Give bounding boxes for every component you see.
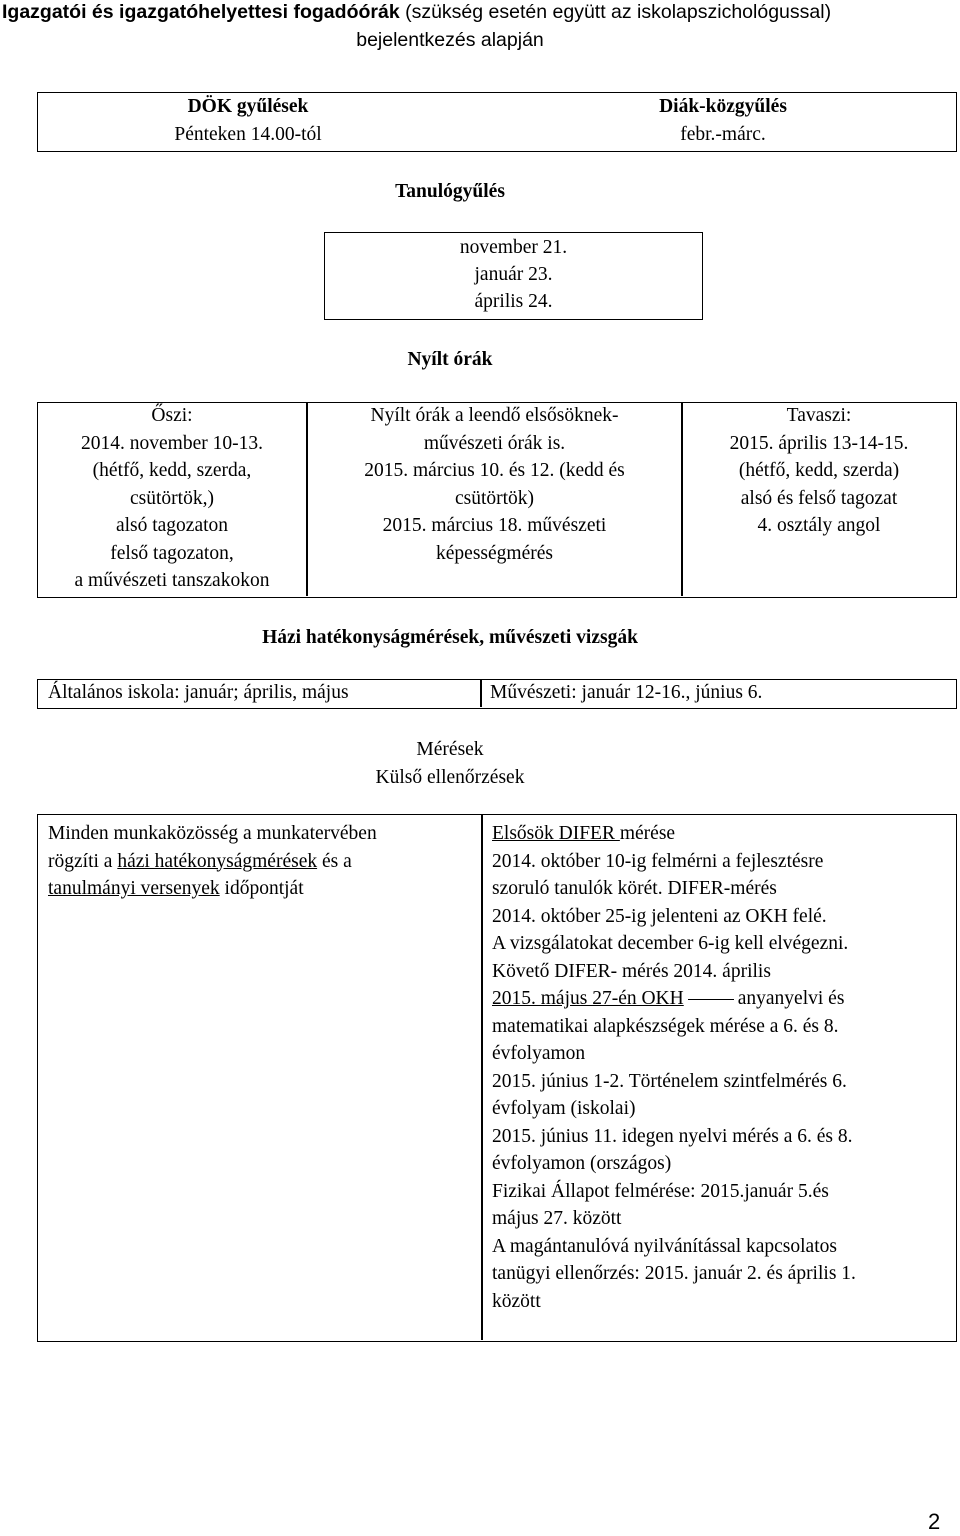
tanulo-date: január 23. <box>474 264 553 285</box>
open-lessons-table <box>37 402 957 598</box>
dok-section <box>38 93 458 149</box>
tanulo-date: április 24. <box>474 291 553 312</box>
text-span: rögzíti a <box>48 850 118 872</box>
header-title-note: (szükség esetén együtt az iskolapszichológussal) <box>399 1 832 23</box>
text-span: mérése <box>619 823 676 844</box>
external-line: 2014. október 25-ig jelenteni az OKH felé. <box>492 905 827 927</box>
internal-measurements-cell <box>48 820 478 903</box>
tanulo-title: Tanulógyűlés <box>395 181 505 202</box>
diak-time: febr.-márc. <box>680 124 766 145</box>
external-line: Követő DIFER- mérés 2014. április <box>492 960 771 982</box>
underlined-text: 2015. május 27-én OKH <box>492 988 684 1009</box>
external-line: évfolyamon <box>492 1043 586 1064</box>
diak-title: Diák-közgyűlés <box>659 96 787 117</box>
first-graders-line: képességmérés <box>436 542 553 564</box>
autumn-line: (hétfő, kedd, szerda, <box>92 460 252 481</box>
dok-title: DÖK gyűlések <box>187 96 309 117</box>
spring-cell <box>683 402 955 540</box>
first-graders-line: Nyílt órák a leendő elsősöknek- <box>370 405 619 426</box>
external-line: évfolyam (iskolai) <box>492 1098 636 1119</box>
column-divider <box>481 815 483 1340</box>
external-line: 2015. június 11. idegen nyelvi mérés a 6. és 8. <box>492 1125 853 1147</box>
header-line-2: bejelentkezés alapján <box>356 28 544 51</box>
spring-line: 2015. április 13-14-15. <box>729 432 909 454</box>
autumn-line: 2014. november 10-13. <box>81 432 263 454</box>
internal-line: Minden munkaközösség a munkatervében <box>48 823 377 844</box>
kulso-ellenorzesek-title: Külső ellenőrzések <box>375 766 525 788</box>
em-dash-rule <box>688 999 734 1000</box>
external-line: Fizikai Állapot felmérése: 2015.január 5.és <box>492 1180 829 1202</box>
tanulo-date: november 21. <box>459 237 568 258</box>
underlined-text: tanulmányi versenyek <box>48 878 220 899</box>
first-graders-cell <box>308 402 681 567</box>
spring-line: Tavaszi: <box>786 405 852 426</box>
page-number: 2 <box>928 1509 941 1534</box>
column-divider <box>480 680 482 707</box>
art-exams: Művészeti: január 12-16., június 6. <box>490 682 763 703</box>
first-graders-line: 2015. március 18. művészeti <box>382 515 607 536</box>
autumn-line: Őszi: <box>151 405 193 426</box>
spring-line: (hétfő, kedd, szerda) <box>738 460 900 481</box>
page-header <box>0 0 960 54</box>
internal-line <box>48 875 478 903</box>
external-line: május 27. között <box>492 1208 622 1229</box>
text-span: és a <box>317 850 352 872</box>
external-line: A vizsgálatokat december 6-ig kell elvégezni. <box>492 933 849 954</box>
dok-time: Pénteken 14.00-tól <box>174 124 322 145</box>
underlined-text: Elsősök DIFER <box>492 823 620 844</box>
hazi-title: Házi hatékonyságmérések, művészeti vizsgák <box>262 627 638 648</box>
open-lessons-title: Nyílt órák <box>407 349 493 370</box>
spring-line: 4. osztály angol <box>757 515 881 536</box>
header-line-1 <box>0 0 960 27</box>
text-span: időpontját <box>219 878 304 899</box>
autumn-line: alsó tagozaton <box>115 515 229 536</box>
general-school-exams: Általános iskola: január; április, május <box>48 682 349 703</box>
spring-line: alsó és felső tagozat <box>740 487 898 509</box>
external-line: 2015. június 1-2. Történelem szintfelmérés 6. <box>492 1070 847 1092</box>
meresek-title: Mérések <box>416 739 484 760</box>
external-line: A magántanulóvá nyilvánítással kapcsolatos <box>492 1235 837 1257</box>
external-line: között <box>492 1290 541 1312</box>
okh-line <box>492 985 952 1013</box>
dok-diak-box <box>37 92 957 152</box>
first-graders-line: művészeti órák is. <box>423 432 566 454</box>
text-span: anyanyelvi és <box>737 988 845 1009</box>
external-line: matematikai alapkészségek mérése a 6. és 8. <box>492 1015 839 1037</box>
difer-line <box>492 820 952 848</box>
hazi-table <box>37 679 957 709</box>
external-line: tanügyi ellenőrzés: 2015. január 2. és április 1. <box>492 1263 856 1284</box>
external-measurements-cell <box>492 820 952 1315</box>
meresek-heading <box>250 736 650 791</box>
external-line: 2014. október 10-ig felmérni a fejlesztésre <box>492 850 824 872</box>
internal-line <box>48 848 478 876</box>
autumn-line: felső tagozaton, <box>110 542 234 564</box>
measurements-table <box>37 814 957 1342</box>
autumn-cell <box>38 402 306 595</box>
external-line: szoruló tanulók körét. DIFER-mérés <box>492 878 777 899</box>
autumn-line: a művészeti tanszakokon <box>74 570 270 591</box>
autumn-line: csütörtök,) <box>130 487 214 509</box>
first-graders-line: 2015. március 10. és 12. (kedd és <box>364 460 625 481</box>
header-title: Igazgatói és igazgatóhelyettesi fogadóórák <box>2 1 400 23</box>
diak-section <box>508 93 938 149</box>
first-graders-line: csütörtök) <box>454 487 535 509</box>
tanulo-dates-box <box>324 232 703 320</box>
underlined-text: házi hatékonyságmérések <box>117 850 318 872</box>
external-line: évfolyamon (országos) <box>492 1153 672 1174</box>
